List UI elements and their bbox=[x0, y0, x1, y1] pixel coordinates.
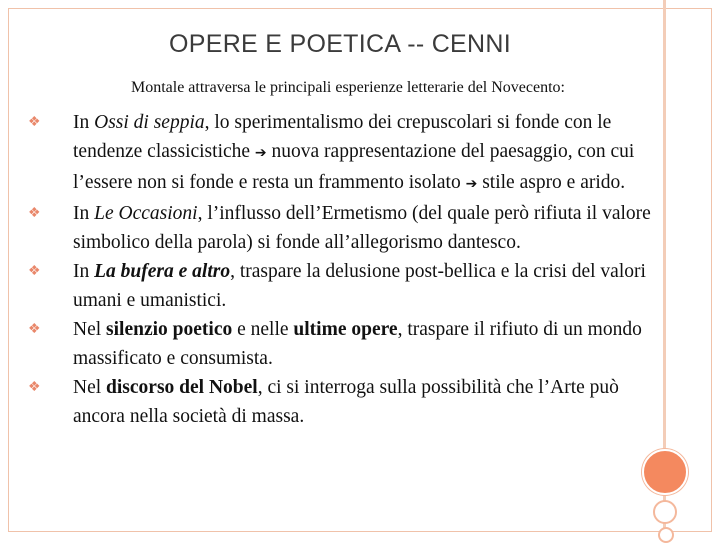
bullet-intro: In bbox=[73, 112, 95, 133]
bullet-text: , traspare il rifiuto di un mondo massificato e consumista. bbox=[73, 319, 642, 369]
bullet-diamond-icon: ❖ bbox=[28, 322, 41, 337]
bullet-diamond-icon: ❖ bbox=[28, 380, 41, 395]
work-title: Ossi di seppia bbox=[94, 112, 205, 133]
bullet-text: , l’influsso dell’Ermetismo (del quale però rifiuta il valore simbolico della parola) si fonde all’allegorismo dantesco. bbox=[73, 203, 651, 253]
bullet-diamond-icon: ❖ bbox=[28, 115, 41, 130]
bullet-text: e nelle bbox=[232, 319, 294, 340]
bullet-le-occasioni bbox=[24, 199, 664, 257]
bold-phrase: silenzio poetico bbox=[106, 319, 233, 340]
arrow-icon: ➔ bbox=[254, 145, 267, 161]
work-title: La bufera e altro bbox=[94, 261, 231, 282]
bullet-text: nuova rappresentazione del paesaggio, con cui l’essere non si fonde e resta un frammento isolato bbox=[73, 141, 635, 193]
bullet-intro: In bbox=[73, 261, 95, 282]
bullet-intro: Nel bbox=[73, 377, 107, 398]
bullet-text: stile aspro e arido. bbox=[477, 172, 626, 193]
bullet-diamond-icon: ❖ bbox=[28, 206, 41, 221]
bullet-la-bufera bbox=[24, 257, 664, 315]
arrow-icon: ➔ bbox=[465, 176, 478, 192]
bullet-intro: Nel bbox=[73, 319, 107, 340]
decorative-circle-large bbox=[642, 449, 688, 495]
bullet-text: , ci si interroga sulla possibilità che l’Arte può ancora nella società di massa. bbox=[73, 377, 619, 427]
bullet-intro: In bbox=[73, 203, 95, 224]
bullet-text: , traspare la delusione post-bellica e la crisi del valori umani e umanistici. bbox=[73, 261, 646, 311]
bold-phrase: ultime opere bbox=[293, 319, 398, 340]
slide-subtitle: Montale attraversa le principali esperienze letterarie del Novecento: bbox=[130, 79, 565, 96]
slide-title: OPERE E POETICA -- CENNI bbox=[169, 30, 511, 58]
bold-phrase: discorso del Nobel bbox=[106, 377, 258, 398]
bullet-silenzio-poetico bbox=[24, 315, 664, 373]
bullet-discorso-nobel bbox=[24, 373, 664, 431]
work-title: Le Occasioni bbox=[94, 203, 198, 224]
bullet-diamond-icon: ❖ bbox=[28, 264, 41, 279]
decorative-circle-medium bbox=[653, 500, 677, 524]
bullet-list bbox=[24, 108, 664, 431]
decorative-circle-small bbox=[658, 527, 674, 543]
bullet-text: , lo sperimentalismo dei crepuscolari si fonde con le tendenze classicistiche bbox=[73, 112, 612, 162]
bullet-ossi-di-seppia bbox=[24, 108, 664, 199]
